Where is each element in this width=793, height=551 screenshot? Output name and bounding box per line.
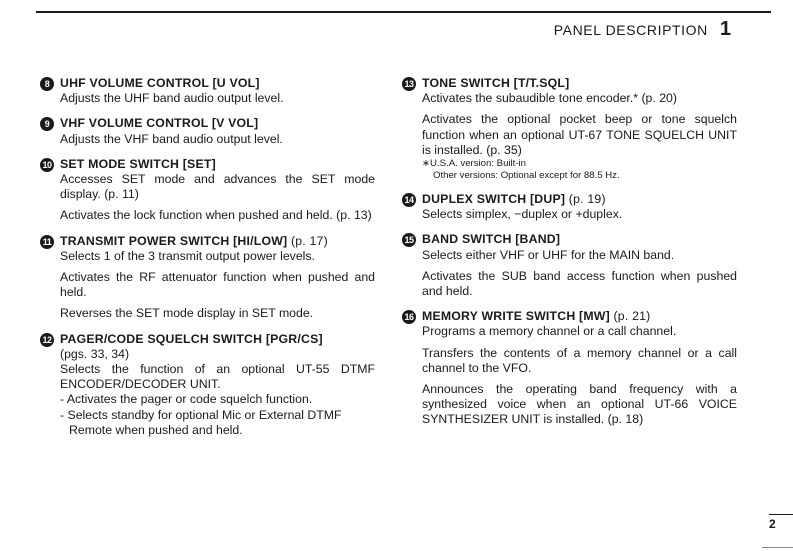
item-title-text: BAND SWITCH [BAND] (422, 232, 561, 247)
left-column (40, 76, 375, 448)
item-number-badge: 9 (40, 117, 54, 131)
top-rule (36, 11, 771, 13)
item-number-badge: 10 (40, 158, 54, 172)
section-title: PANEL DESCRIPTION (553, 22, 708, 38)
item-description: Announces the operating band frequency with a synthesized voice when an optional UT-66 VOICE SYNTHESIZER UNIT is installed. (p. 18) (422, 382, 737, 427)
item-title-text: UHF VOLUME CONTROL [U VOL] (60, 76, 260, 90)
right-column (402, 76, 737, 438)
item-description: Selects simplex, −duplex or +duplex. (422, 207, 623, 222)
item-description: Selects the function of an optional UT-55 DTMF ENCODER/DECODER UNIT. (60, 362, 375, 392)
item-page-ref: (pgs. 33, 34) (60, 346, 130, 361)
item-description: Adjusts the UHF band audio output level. (60, 91, 284, 106)
page-number: 2 (769, 514, 793, 531)
item-title (422, 76, 737, 91)
item-title-text: TONE SWITCH [T/T.SQL] (422, 76, 570, 90)
item-number-badge: 16 (402, 310, 416, 324)
item-description: Accesses SET mode and advances the SET mode display. (p. 11) (60, 172, 375, 202)
corner-rule (762, 547, 793, 548)
item-title (60, 234, 375, 249)
item-description: Adjusts the VHF band audio output level. (60, 131, 283, 146)
item-page-ref: (p. 19) (568, 192, 606, 207)
item-number-badge: 13 (402, 77, 416, 91)
item-description: Selects 1 of the 3 transmit output power levels. (60, 248, 315, 263)
item-bullet: - Activates the pager or code squelch function. (60, 392, 313, 407)
item-title-text: PAGER/CODE SQUELCH SWITCH [PGR/CS] (60, 331, 323, 346)
item-title (422, 232, 737, 247)
item-number-badge: 8 (40, 77, 54, 91)
item-description: Programs a memory channel or a call channel. (422, 324, 677, 339)
item-duplex-switch (402, 192, 737, 222)
item-description: Activates the RF attenuator function when pushed and held. (60, 270, 375, 300)
item-title-text: SET MODE SWITCH [SET] (60, 156, 216, 171)
item-number-badge: 11 (40, 235, 54, 249)
item-description: Activates the SUB band access function when pushed and held. (422, 268, 737, 299)
item-title (422, 192, 737, 207)
item-pager-code-squelch (40, 332, 375, 438)
item-title (60, 76, 375, 91)
item-page-ref: (p. 21) (613, 309, 651, 324)
item-title-text: VHF VOLUME CONTROL [V VOL] (60, 116, 259, 131)
item-note: ∗U.S.A. version: Built-in (422, 158, 527, 170)
item-description: Activates the subaudible tone encoder.* (p. 20) (422, 91, 677, 106)
chapter-number: 1 (719, 18, 731, 40)
item-description: Transfers the contents of a memory channel or a call channel to the VFO. (422, 345, 737, 375)
item-title-text: MEMORY WRITE SWITCH [MW] (422, 309, 610, 324)
item-number-badge: 14 (402, 193, 416, 207)
item-description: Activates the lock function when pushed and held. (p. 13) (60, 208, 372, 223)
item-number-badge: 12 (40, 333, 54, 347)
item-memory-write (402, 309, 737, 427)
item-tone-switch (402, 76, 737, 182)
item-title-text: TRANSMIT POWER SWITCH [HI/LOW] (60, 233, 288, 248)
item-set-mode (40, 157, 375, 224)
item-title (422, 309, 737, 324)
item-number-badge: 15 (402, 233, 416, 247)
item-band-switch (402, 232, 737, 299)
item-title (60, 116, 375, 131)
item-title (60, 332, 375, 347)
item-bullet: - Selects standby for optional Mic or External DTMF Remote when pushed and held. (60, 407, 342, 437)
page-header (554, 18, 731, 41)
item-description: Reverses the SET mode display in SET mode. (60, 306, 314, 321)
item-title (60, 157, 375, 172)
item-page-ref: (p. 17) (290, 233, 328, 248)
item-title-text: DUPLEX SWITCH [DUP] (422, 192, 566, 207)
item-vhf-volume (40, 116, 375, 146)
item-note: Other versions: Optional except for 88.5 Hz. (433, 170, 620, 182)
item-description: Selects either VHF or UHF for the MAIN band. (422, 247, 675, 262)
item-uhf-volume (40, 76, 375, 106)
item-transmit-power (40, 234, 375, 322)
item-description: Activates the optional pocket beep or tone squelch function when an optional UT-67 TONE SQUELCH UNIT is installed. (p. 35) (422, 112, 737, 157)
